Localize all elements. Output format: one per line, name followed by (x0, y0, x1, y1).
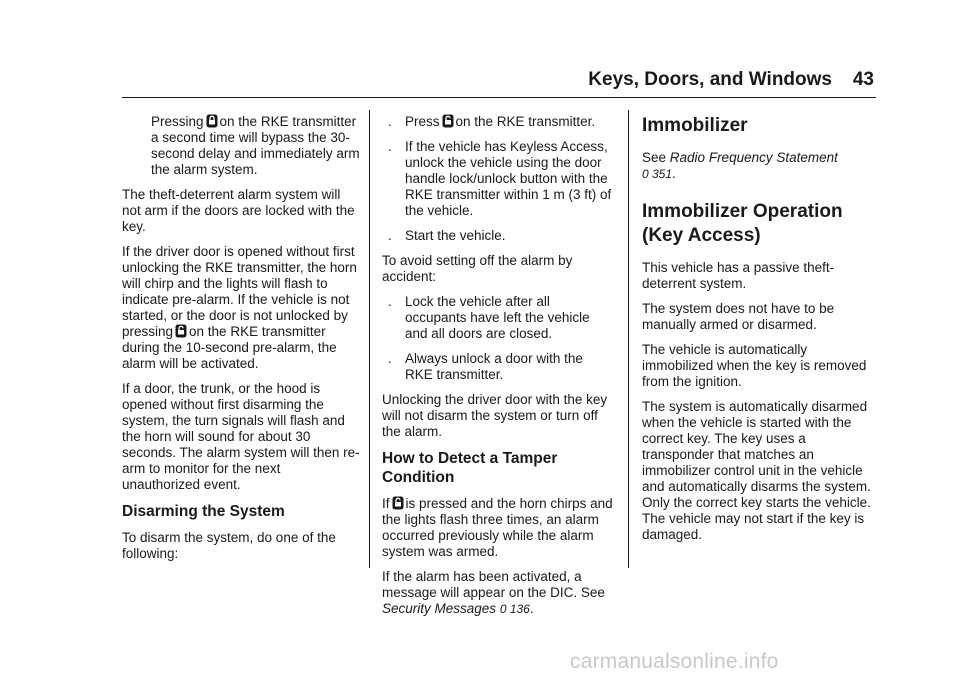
security-messages-link[interactable]: Security Messages (382, 601, 497, 616)
radio-frequency-link[interactable]: Radio Frequency Statement (669, 150, 838, 165)
column-divider-2 (628, 110, 629, 568)
list-item: . Press on the RKE transmitter. (388, 114, 596, 129)
page-reference[interactable]: 0 136 (499, 602, 530, 616)
page-reference[interactable]: 0 351 (642, 167, 673, 181)
unlock-icon (392, 496, 404, 510)
header-divider (122, 97, 876, 98)
heading-immobilizer-operation: Immobilizer Operation (Key Access) (642, 201, 843, 246)
heading-tamper: How to Detect a Tamper Condition (382, 450, 558, 486)
heading-disarming: Disarming the System (122, 503, 285, 520)
unlock-icon (442, 114, 454, 128)
watermark: carmanualsonline.info (570, 650, 779, 673)
paragraph-dic-message: If the alarm has been activated, a message will appear on the DIC. See Security Messages 0 136. (382, 569, 605, 616)
page-number: 43 (852, 69, 874, 90)
column-divider-1 (369, 110, 370, 568)
paragraph-driver-door: Unlocking the driver door with the key will not disarm the system or turn off the alarm. (382, 392, 608, 439)
column-3 (642, 114, 876, 552)
list-item: . Always unlock a door with the RKE transmitter. (388, 351, 583, 382)
paragraph-disarmed: The system is automatically disarmed when the vehicle is started with the correct key. The key uses a transponder that matches an immobilizer control unit in the vehicle and automatically disarms the system. Only the correct key starts the vehicle. The vehicle may not start if the key is damaged. (642, 399, 871, 542)
paragraph-pre-alarm: If the driver door is opened without first unlocking the RKE transmitter, the horn will chirp and the lights will flash to indicate pre-alarm. If the vehicle is not started, or the door is not unlocked by pressing on the RKE transmitter during the 10-second pre-alarm, the alarm will be activated. (122, 244, 357, 371)
column-2 (382, 114, 614, 626)
paragraph-immobilized: The vehicle is automatically immobilized when the key is removed from the ignition. (642, 342, 867, 389)
paragraph-see-radio: See Radio Frequency Statement 0 351. (642, 150, 838, 181)
paragraph-manual-arm: The system does not have to be manually armed or disarmed. (642, 301, 835, 332)
section-title: Keys, Doors, and Windows (588, 69, 832, 90)
column-1 (122, 114, 360, 571)
paragraph-tamper-detect: If is pressed and the horn chirps and the lights flash three times, an alarm occurred previously while the alarm system was armed. (382, 496, 613, 559)
paragraph-alarm-sound: If a door, the trunk, or the hood is opened without first disarming the system, the turn signals will flash and the horn will sound for about 30 seconds. The alarm system will then re-arm to monitor for the next unauthorized event. (122, 381, 360, 492)
paragraph-passive: This vehicle has a passive theft-deterrent system. (642, 260, 835, 291)
list-item: . If the vehicle has Keyless Access, unlock the vehicle using the door handle lock/unlock button with the RKE transmitter within 1 m (3 ft) of the vehicle. (388, 139, 612, 218)
lock-icon (206, 114, 218, 128)
list-item: . Lock the vehicle after all occupants have left the vehicle and all doors are closed. (388, 294, 590, 341)
paragraph-rearm: Pressing on the RKE transmitter a second time will bypass the 30-second delay and immediately arm the alarm system. (151, 114, 360, 177)
paragraph-avoid-alarm: To avoid setting off the alarm by accident: (382, 253, 573, 284)
list-item: . Start the vehicle. (388, 228, 506, 243)
paragraph-disarm-intro: To disarm the system, do one of the following: (122, 530, 336, 561)
unlock-icon (175, 324, 187, 338)
heading-immobilizer: Immobilizer (642, 115, 748, 136)
paragraph-key-lock: The theft-deterrent alarm system will not arm if the doors are locked with the key. (122, 187, 355, 234)
